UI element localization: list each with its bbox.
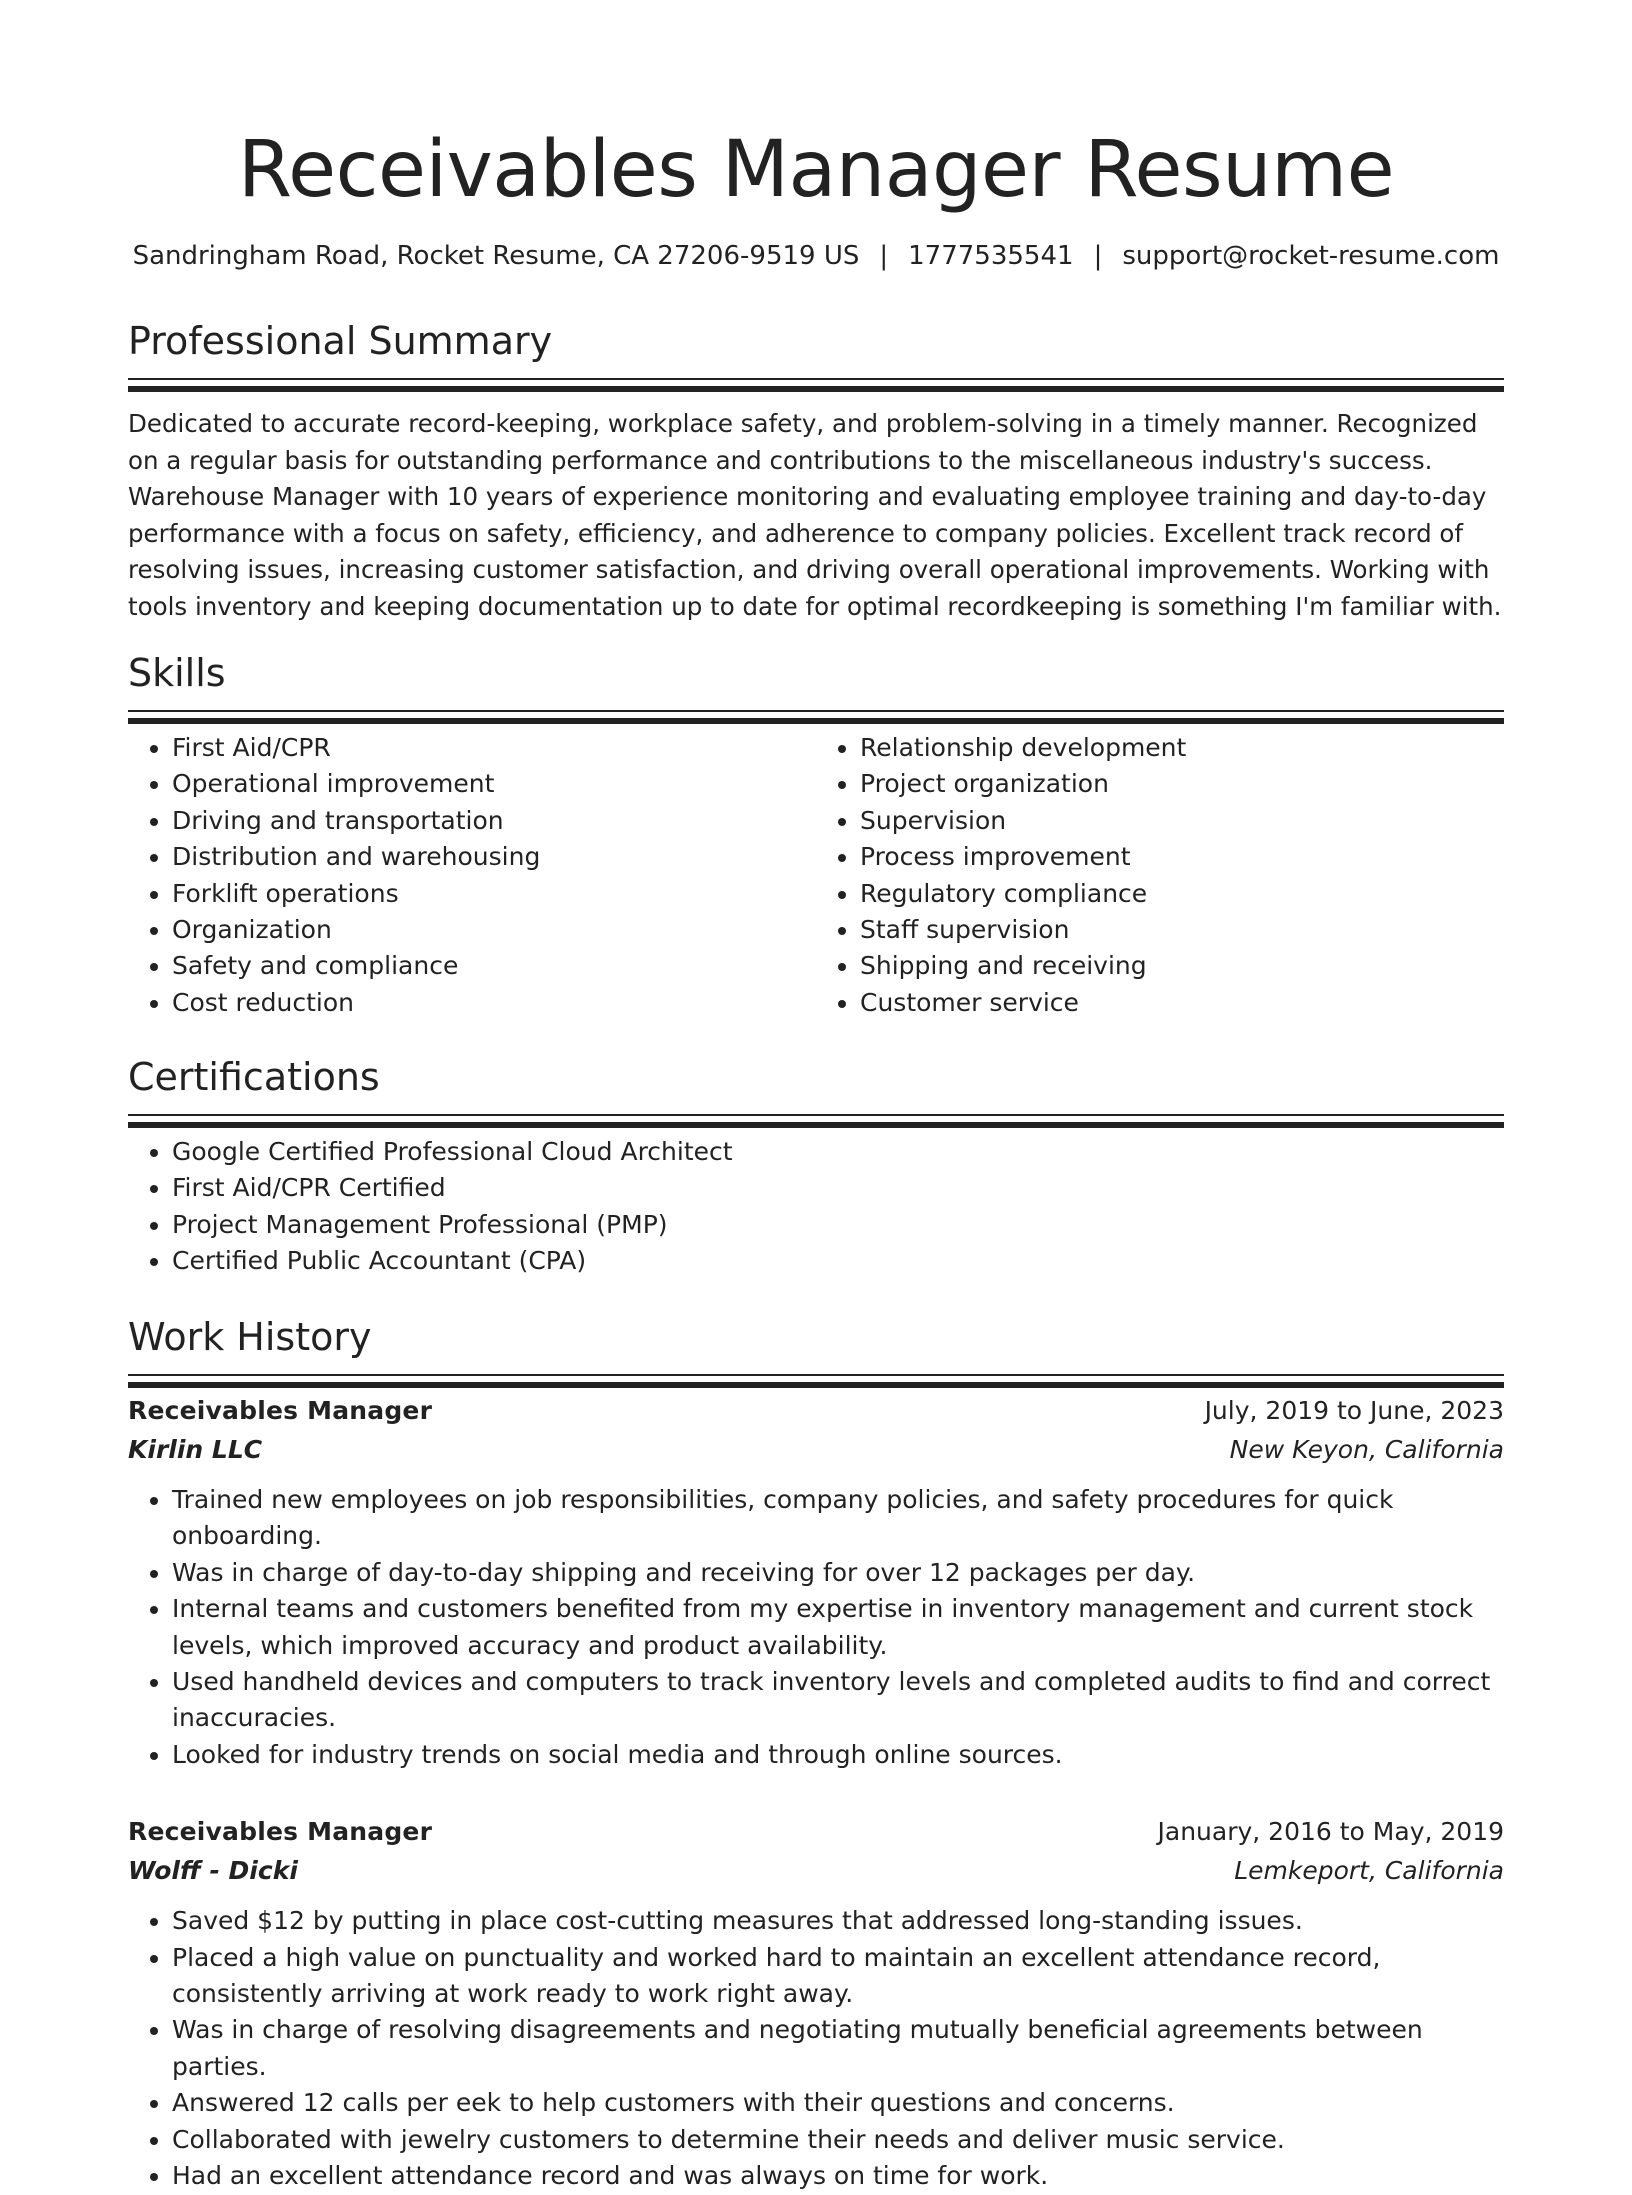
summary-section — [128, 316, 1504, 625]
section-title-summary: Professional Summary — [128, 319, 553, 363]
skills-list-right — [816, 730, 1504, 1021]
certification-item: • First Aid/CPR Certified — [172, 1170, 1504, 1206]
job-bullet: • Was in charge of resolving disagreements and negotiating mutually beneficial agreements between parties. — [172, 2012, 1504, 2085]
job-entry — [128, 1813, 1504, 2194]
section-title-skills: Skills — [128, 651, 226, 695]
job-bullet: • Saved $12 by putting in place cost-cutting measures that addressed long-standing issues. — [172, 1903, 1504, 1939]
resume-title: Receivables Manager Resume — [237, 125, 1395, 215]
job-header — [128, 1813, 1504, 1851]
job-bullet: • Looked for industry trends on social media and through online sources. — [172, 1737, 1504, 1773]
section-divider — [128, 1114, 1504, 1116]
certification-item: • Google Certified Professional Cloud Architect — [172, 1134, 1504, 1170]
job-bullet: • Collaborated with jewelry customers to determine their needs and deliver music service. — [172, 2122, 1504, 2158]
skill-item: • Process improvement — [860, 839, 1504, 875]
skill-item: • Customer service — [860, 985, 1504, 1021]
job-subheader — [128, 1851, 1504, 1891]
job-bullet: • Used handheld devices and computers to track inventory levels and completed audits to find and correct inaccuracies. — [172, 1664, 1504, 1737]
job-title: Receivables Manager — [128, 1817, 433, 1847]
job-dates: January, 2016 to May, 2019 — [1157, 1817, 1504, 1847]
skill-item: • Operational improvement — [172, 766, 816, 802]
contact-email[interactable]: support@rocket-resume.com — [1122, 241, 1500, 271]
contact-line — [128, 238, 1504, 274]
contact-address: Sandringham Road, Rocket Resume, CA 27206-9519 US — [132, 241, 860, 271]
job-bullet: • Trained new employees on job responsibilities, company policies, and safety procedures for quick onboarding. — [172, 1482, 1504, 1555]
job-location: New Keyon, California — [1229, 1435, 1504, 1464]
skill-item: • Supervision — [860, 803, 1504, 839]
work-history-section — [128, 1312, 1504, 2195]
job-title: Receivables Manager — [128, 1396, 433, 1425]
skills-section — [128, 648, 1504, 1021]
contact-separator: | — [879, 241, 889, 271]
skill-item: • Forklift operations — [172, 876, 816, 912]
section-divider — [128, 378, 1504, 380]
job-dates: July, 2019 to June, 2023 — [1204, 1396, 1504, 1425]
job-header — [128, 1392, 1504, 1430]
skill-item: • First Aid/CPR — [172, 730, 816, 766]
resume-page — [128, 0, 1504, 2191]
summary-text: Dedicated to accurate record-keeping, workplace safety, and problem-solving in a timely manner. Recognized on a regular basis for outstanding performance and contributions to the miscellaneous industry's success. Warehouse Manager with 10 years of experience monitoring and evaluating employee training and day-to-day performance with a focus on safety, efficiency, and adherence to company policies. Excellent track record of resolving issues, increasing customer satisfaction, and driving overall operational improvements. Working with tools inventory and keeping documentation up to date for optimal recordkeeping is something I'm familiar with. — [128, 409, 1502, 621]
section-title-certifications: Certifications — [128, 1055, 380, 1099]
job-bullets — [128, 1482, 1504, 1773]
certification-item: • Certified Public Accountant (CPA) — [172, 1243, 1504, 1279]
skill-item: • Relationship development — [860, 730, 1504, 766]
skill-item: • Shipping and receiving — [860, 948, 1504, 984]
skills-columns — [128, 712, 1504, 1021]
job-bullet: • Was in charge of day-to-day shipping and receiving for over 12 packages per day. — [172, 1555, 1504, 1591]
skills-list-left — [128, 730, 816, 1021]
skill-item: • Regulatory compliance — [860, 876, 1504, 912]
certification-item: • Project Management Professional (PMP) — [172, 1207, 1504, 1243]
skill-item: • Staff supervision — [860, 912, 1504, 948]
job-bullet: • Placed a high value on punctuality and worked hard to maintain an excellent attendance record, consistently arriving at work ready to work right away. — [172, 1940, 1504, 2013]
job-subheader — [128, 1430, 1504, 1470]
certifications-section — [128, 1052, 1504, 1280]
skill-item: • Distribution and warehousing — [172, 839, 816, 875]
job-company: Kirlin LLC — [128, 1435, 263, 1464]
job-bullets — [128, 1903, 1504, 2194]
contact-phone: 1777535541 — [908, 241, 1074, 271]
skill-item: • Cost reduction — [172, 985, 816, 1021]
section-divider — [128, 710, 1504, 712]
skill-item: • Organization — [172, 912, 816, 948]
job-company: Wolff - Dicki — [128, 1856, 298, 1886]
certifications-list — [128, 1134, 1504, 1280]
job-bullet: • Answered 12 calls per eek to help customers with their questions and concerns. — [172, 2085, 1504, 2121]
job-location: Lemkeport, California — [1234, 1856, 1504, 1886]
contact-separator: | — [1093, 241, 1103, 271]
section-divider — [128, 1374, 1504, 1376]
section-title-work-history: Work History — [128, 1315, 372, 1359]
skill-item: • Safety and compliance — [172, 948, 816, 984]
skill-item: • Project organization — [860, 766, 1504, 802]
skill-item: • Driving and transportation — [172, 803, 816, 839]
job-bullet: • Had an excellent attendance record and was always on time for work. — [172, 2158, 1504, 2194]
job-entry — [128, 1392, 1504, 1773]
job-bullet: • Internal teams and customers benefited from my expertise in inventory management and current stock levels, which improved accuracy and product availability. — [172, 1591, 1504, 1664]
